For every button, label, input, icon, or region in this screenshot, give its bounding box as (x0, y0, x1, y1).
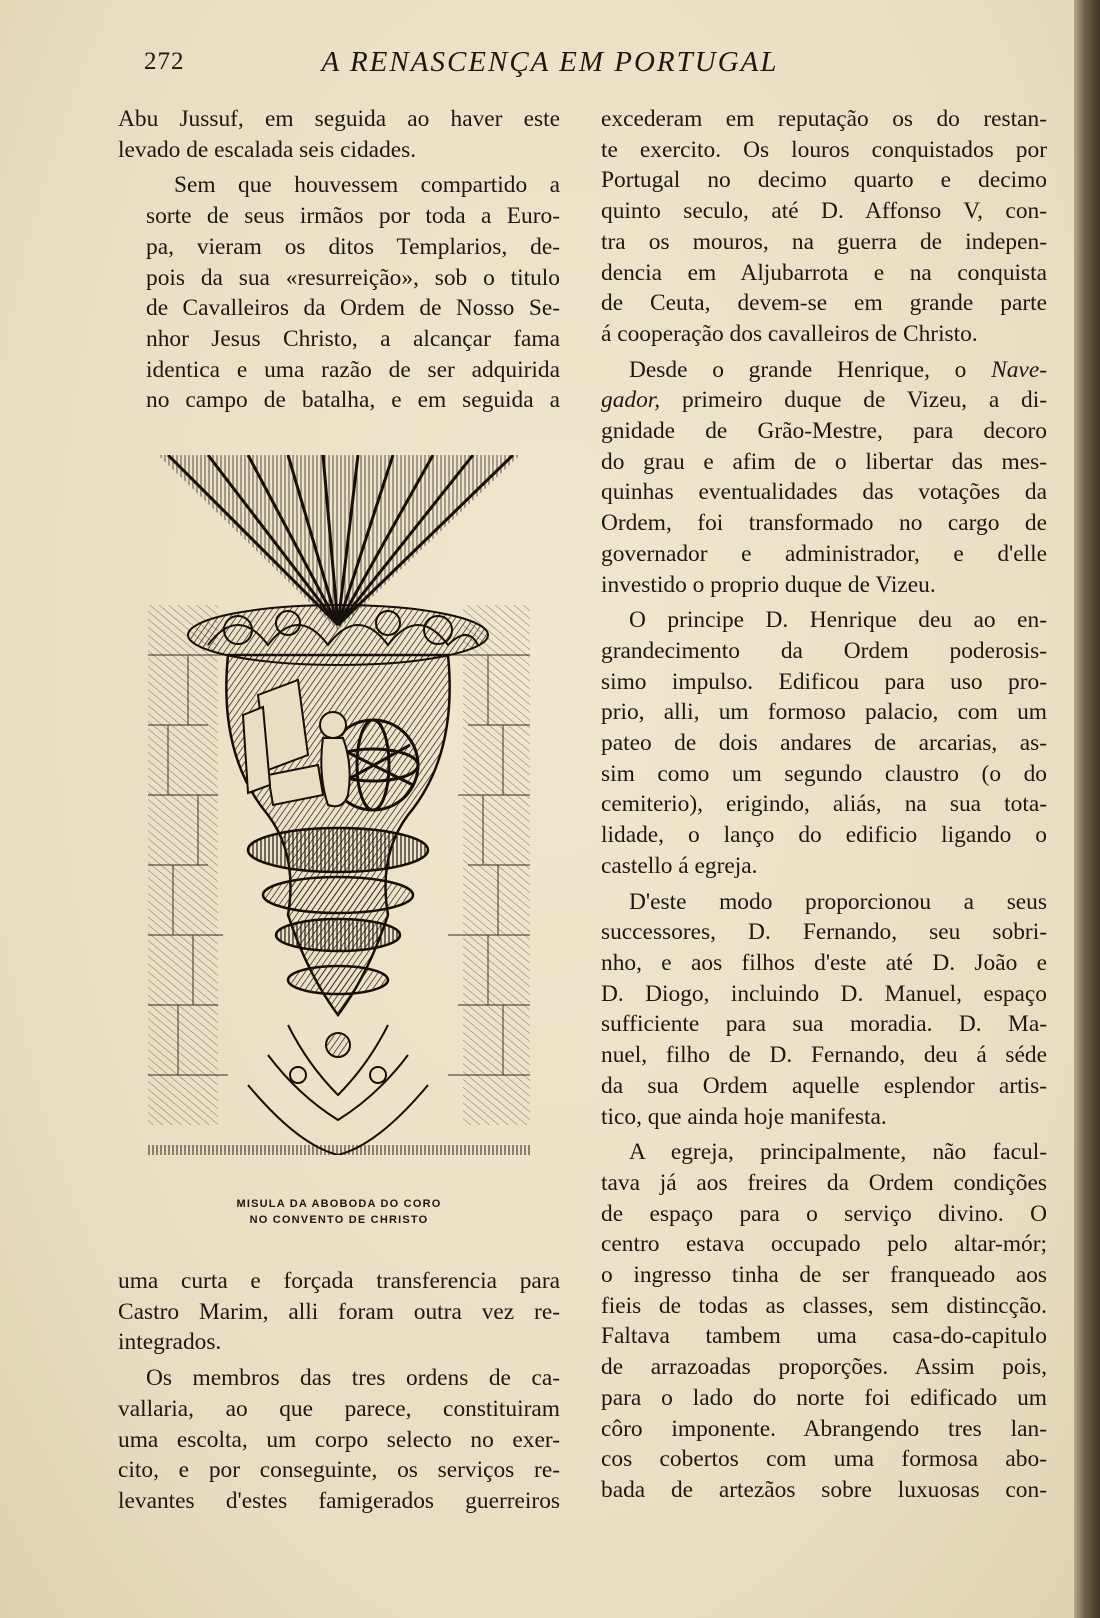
text-line: nuel, filho de D. Fernando, deu á séde (601, 1042, 1047, 1069)
paragraph (601, 355, 1047, 601)
text-line: Abu Jussuf, em seguida ao haver este (118, 106, 560, 132)
text-line: uma curta e forçada transferencia para (118, 1268, 560, 1294)
text-line: pois da sua «resurreição», sob o titulo (146, 264, 560, 291)
text-line: quinto seculo, até D. Affonso V, con- (601, 198, 1047, 225)
text-line: Faltava tambem uma casa-do-capitulo (601, 1323, 1047, 1350)
text-line: tico, que ainda hoje manifesta. (601, 1103, 887, 1130)
text-line: levado de escalada seis cidades. (118, 136, 417, 163)
text-line: sim como um segundo claustro (o do (601, 760, 1047, 787)
text-line: no campo de batalha, e em seguida a (146, 387, 560, 414)
text-line: levantes d'estes famigerados guerreiros (118, 1487, 560, 1514)
page-header (0, 44, 1100, 84)
caption-line: MISULA DA ABOBODA DO CORO (236, 1198, 442, 1210)
text-line: O principe D. Henrique deu ao en- (629, 607, 1047, 634)
text-line: uma escolta, um corpo selecto no exer- (118, 1426, 560, 1453)
text-line: o ingresso tinha de ser franqueado aos (601, 1262, 1047, 1289)
text-line: gnidade de Grão-Mestre, para decoro (601, 418, 1047, 445)
text-line: centro estava occupado pelo altar-mór; (601, 1231, 1047, 1258)
paragraph (118, 104, 560, 165)
text-line: integrados. (118, 1329, 222, 1356)
text-line: investido o proprio duque de Vizeu. (601, 571, 936, 598)
text-line: pa, vieram os ditos Templarios, de- (146, 233, 560, 260)
text-line: bada de artezãos sobre luxuosas con- (601, 1476, 1047, 1503)
figure-caption (118, 1196, 560, 1228)
text-line: D. Diogo, incluindo D. Manuel, espaço (601, 980, 1047, 1007)
italic-word: gador, (601, 387, 661, 414)
text-line: castello á egreja. (601, 852, 758, 879)
text-line: de Cavalleiros da Ordem de Nosso Se- (146, 295, 560, 322)
running-title: A RENASCENÇA EM PORTUGAL (321, 46, 779, 78)
text-line: A egreja, principalmente, não facul- (629, 1139, 1047, 1166)
text-line: tava já aos freires da Ordem condições (601, 1169, 1047, 1196)
text-line: cemiterio), erigindo, aliás, na sua tota- (601, 791, 1047, 818)
text-line: successores, D. Fernando, seu sobri- (601, 919, 1047, 946)
text-line: te exercito. Os louros conquistados por (601, 136, 1047, 163)
text-line (601, 355, 1047, 386)
text-line: excederam em reputação os do restan- (601, 106, 1047, 132)
text-line: para o lado do norte foi edificado um (601, 1384, 1047, 1411)
paragraph (601, 887, 1047, 1133)
text-line: côro imponente. Abrangendo tres lan- (601, 1415, 1047, 1442)
text-line: vallaria, ao que parece, constituiram (118, 1395, 560, 1422)
text-line: á cooperação dos cavalleiros de Christo. (601, 320, 978, 347)
text-line: pateo de dois andares de arcarias, as- (601, 730, 1047, 757)
text-line: identica e uma razão de ser adquirida (146, 356, 560, 383)
text-line: governador e administrador, e d'elle (601, 540, 1047, 567)
text-line: simo impulso. Edificou para uso pro- (601, 668, 1047, 695)
corbel-illustration (148, 455, 530, 1155)
paragraph (118, 1363, 560, 1517)
page-number: 272 (144, 48, 185, 75)
text-line: cos cobertos com uma formosa abo- (601, 1446, 1047, 1473)
text-line: fieis de todas as classes, sem distincção. (601, 1292, 1047, 1319)
italic-word: Nave- (991, 356, 1047, 383)
paragraph (601, 605, 1047, 881)
text-line: de Ceuta, devem-se em grande parte (601, 290, 1047, 317)
caption-line: NO CONVENTO DE CHRISTO (249, 1214, 429, 1226)
text-line: Ordem, foi transformado no cargo de (601, 510, 1047, 537)
text-line: prio, alli, um formoso palacio, com um (601, 699, 1047, 726)
paragraph (118, 170, 560, 416)
left-column-top (118, 104, 560, 421)
text-fragment: primeiro duque de Vizeu, a di- (660, 387, 1047, 414)
text-line: cito, e por conseguinte, os serviços re- (118, 1457, 560, 1484)
text-line: sufficiente para sua moradia. D. Ma- (601, 1011, 1047, 1038)
right-column (601, 104, 1047, 1511)
left-column-bottom (118, 1266, 560, 1522)
text-line: dencia em Aljubarrota e na conquista (601, 259, 1047, 286)
page-edge-shadow (1074, 0, 1100, 1618)
text-line: nho, e aos filhos d'este até D. João e (601, 949, 1047, 976)
text-line: de espaço para o serviço divino. O (601, 1200, 1047, 1227)
text-line: Portugal no decimo quarto e decimo (601, 167, 1047, 194)
text-line: da sua Ordem aquelle esplendor artis- (601, 1072, 1047, 1099)
text-line: tra os mouros, na guerra de indepen- (601, 228, 1047, 255)
text-line: do grau e afim de o libertar das mes- (601, 448, 1047, 475)
paragraph (601, 1137, 1047, 1505)
text-line: lidade, o lanço do edificio ligando o (601, 822, 1047, 849)
text-line (601, 385, 1047, 416)
text-line: quinhas eventualidades das votações da (601, 479, 1047, 506)
text-fragment: Desde o grande Henrique, o (629, 356, 992, 383)
text-line: grandecimento da Ordem poderosis- (601, 637, 1047, 664)
paragraph (118, 1266, 560, 1358)
text-line: nhor Jesus Christo, a alcançar fama (146, 325, 560, 352)
text-line: Castro Marim, alli foram outra vez re- (118, 1298, 560, 1325)
text-line: de arrazoadas proporções. Assim pois, (601, 1354, 1047, 1381)
text-line: D'este modo proporcionou a seus (629, 888, 1047, 915)
text-line: Os membros das tres ordens de ca- (146, 1365, 560, 1392)
text-line: sorte de seus irmãos por toda a Euro- (146, 203, 560, 230)
paragraph (601, 104, 1047, 350)
text-line: Sem que houvessem compartido a (174, 172, 560, 199)
